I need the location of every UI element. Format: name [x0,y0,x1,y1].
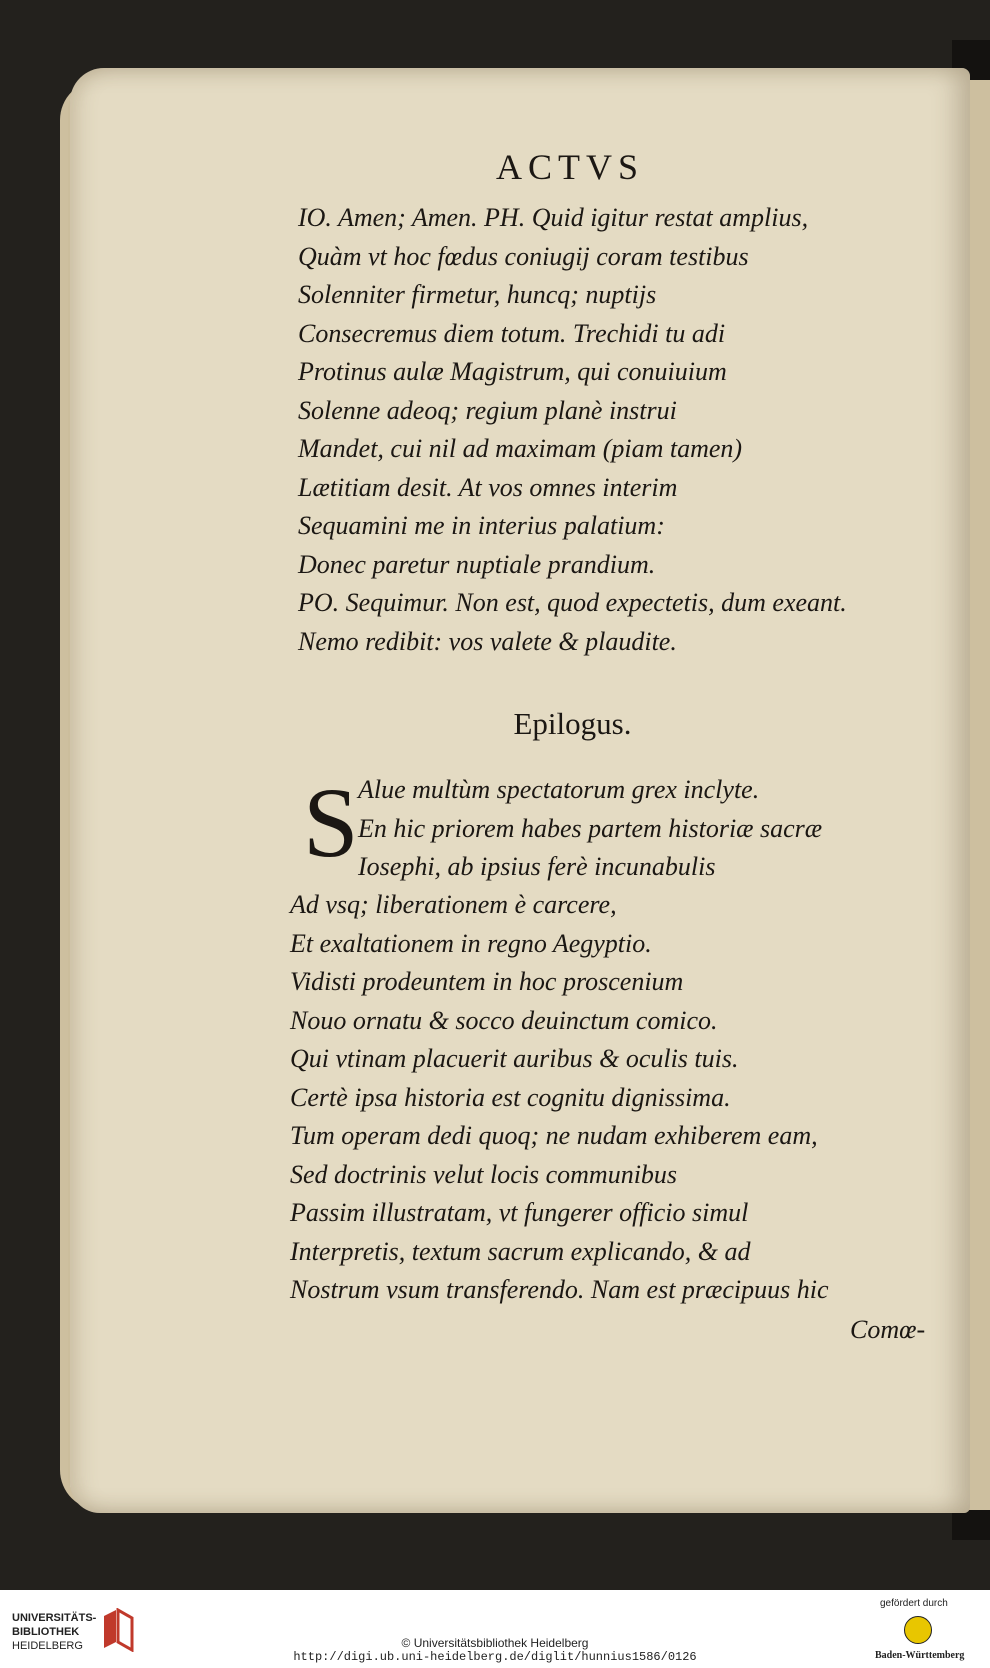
footer-bar [0,1590,990,1668]
epilogue-line: Nouo ornatu & socco deuinctum comico. [290,1005,718,1035]
verse-line: Protinus aulæ Magistrum, qui conuiuium [298,357,727,386]
state-crest-icon [904,1616,932,1644]
epilogue-line: Passim illustratam, vt fungerer officio simul [290,1198,749,1227]
verse-line: Solenne adeoq; regium planè instrui [298,395,677,425]
act-heading: ACTVS [495,147,645,187]
drop-capital: S [303,767,359,878]
library-name-line2: BIBLIOTHEK [12,1626,80,1638]
epilogue-line: Nostrum vsum transferendo. Nam est præcipuus hic [290,1275,829,1304]
verse-line: Lætitiam desit. At vos omnes interim [298,472,678,502]
epilogue-line: En hic priorem habes partem historiæ sacræ [358,813,823,843]
verse-line: Nemo redibit: vos valete & plaudite. [298,626,677,656]
epilogue-line: Qui vtinam placuerit auribus & oculis tuis. [290,1044,739,1073]
library-name-line1: UNIVERSITÄTS- [12,1612,97,1624]
copyright-text: © Universitätsbibliothek Heidelberg [401,1636,589,1650]
verse-line: Sequamini me in interius palatium: [298,511,665,540]
verse-line: Quàm vt hoc fœdus coniugij coram testibus [298,241,749,271]
catchword: Comœ- [850,1315,926,1344]
epilogue-line: Ad vsq; liberationem è carcere, [290,890,617,919]
funded-by-label: gefördert durch [880,1598,948,1609]
verse-line: PO. Sequimur. Non est, quod expectetis, dum exeant. [298,588,847,617]
epilogue-line: Et exaltationem in regno Aegyptio. [290,928,652,958]
epilogue-line: Interpretis, textum sacrum explicando, & ad [290,1236,751,1266]
funder-name: Baden-Württemberg [875,1650,965,1661]
verse-line: Donec paretur nuptiale prandium. [298,549,656,579]
source-url[interactable]: http://digi.ub.uni-heidelberg.de/diglit/hunnius1586/0126 [293,1650,697,1664]
epilogue-heading: Epilogus. [513,706,632,741]
verse-line: Mandet, cui nil ad maximam (piam tamen) [298,434,743,463]
epilogue-line: Sed doctrinis velut locis communibus [290,1159,678,1189]
verse-line: Solenniter firmetur, huncq; nuptijs [298,280,657,309]
verse-line: Consecremus diem totum. Trechidi tu adi [298,318,726,348]
library-name-line3: HEIDELBERG [12,1640,83,1652]
epilogue-line: Iosephi, ab ipsius ferè incunabulis [358,852,716,881]
epilogue-line: Tum operam dedi quoq; ne nudam exhiberem eam, [290,1121,818,1150]
epilogue-line: Vidisti prodeuntem in hoc proscenium [290,967,684,996]
verse-line: IO. Amen; Amen. PH. Quid igitur restat amplius, [298,203,809,232]
epilogue-line: Certè ipsa historia est cognitu dignissima. [290,1082,731,1112]
epilogue-line: Alue multùm spectatorum grex inclyte. [358,775,760,804]
